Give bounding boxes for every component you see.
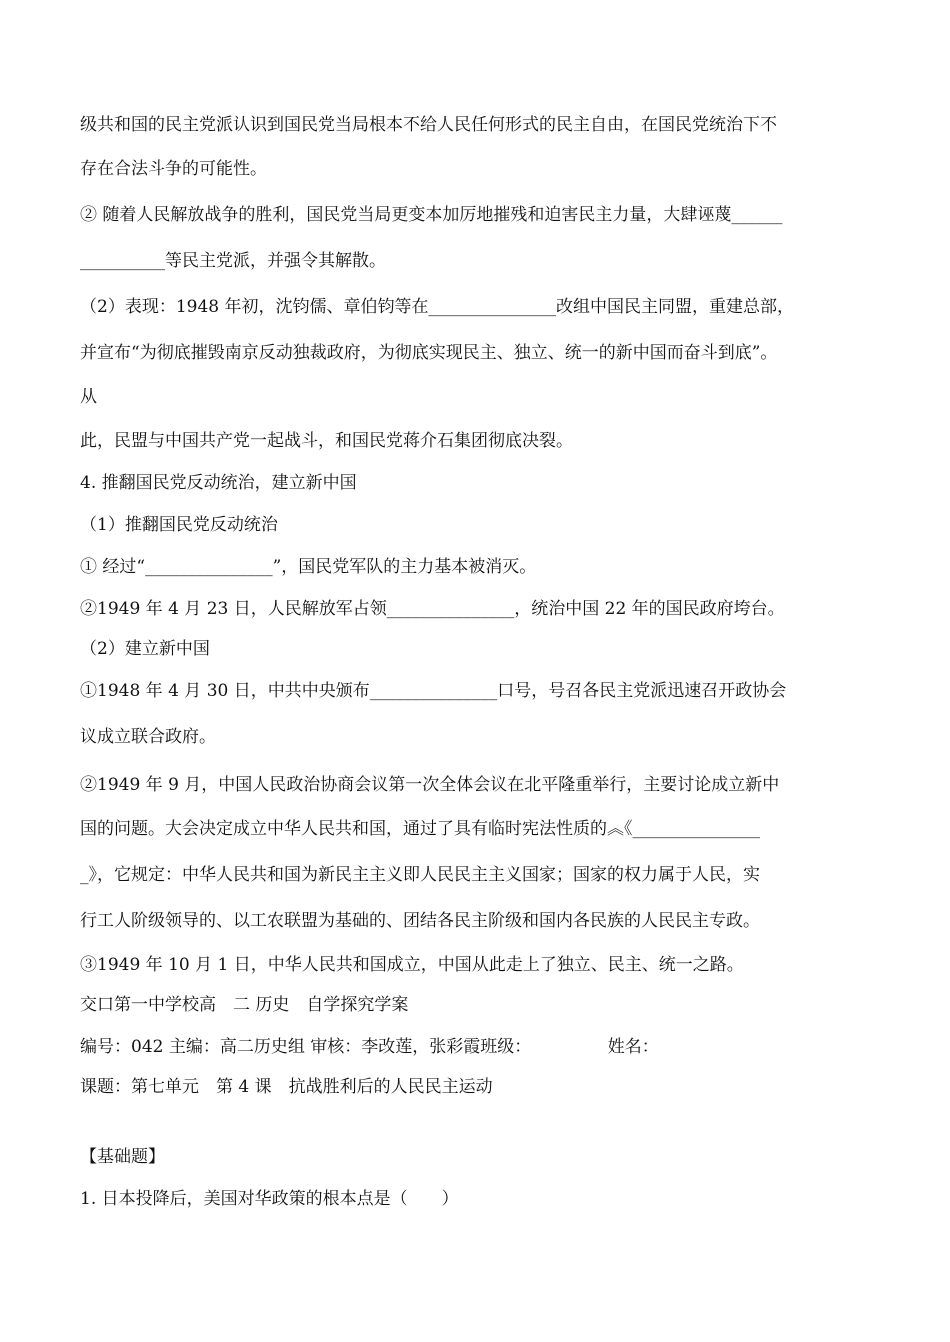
header-school: 交口第一中学校高 二 历史 自学探究学案 [80, 995, 409, 1015]
text-line: ② 随着人民解放战争的胜利，国民党当局更变本加厉地摧残和迫害民主力量，大肆诬蔑______ [80, 205, 783, 225]
lesson-title: 课题：第七单元 第 4 课 抗战胜利后的人民民主运动 [80, 1077, 493, 1097]
text-line: ① 经过“_______________”，国民党军队的主力基本被消灭。 [80, 557, 537, 577]
subsection-heading: （2）建立新中国 [80, 639, 210, 659]
text-line: 从 [80, 387, 97, 407]
text-line: ②1949 年 4 月 23 日，人民解放军占领_______________，统治中国 22 年的国民政府垮台。 [80, 599, 785, 619]
question-section-heading: 【基础题】 [80, 1147, 165, 1167]
text-line: 行工人阶级领导的、以工农联盟为基础的、团结各民主阶级和国内各民族的人民民主专政。 [80, 911, 760, 931]
text-line: ②1949 年 9 月，中国人民政治协商会议第一次全体会议在北平隆重举行，主要讨论成立新中 [80, 775, 780, 795]
question-text: 1. 日本投降后，美国对华政策的根本点是（ ） [80, 1189, 459, 1209]
text-line: ③1949 年 10 月 1 日，中华人民共和国成立，中国从此走上了独立、民主、统一之路。 [80, 955, 744, 975]
text-line: __________等民主党派，并强令其解散。 [80, 251, 386, 271]
text-line: 此，民盟与中国共产党一起战斗，和国民党蒋介石集团彻底决裂。 [80, 431, 573, 451]
text-line: （2）表现：1948 年初，沈钧儒、章伯钧等在_______________改组中国民主同盟，重建总部， [80, 297, 794, 317]
text-line: 存在合法斗争的可能性。 [80, 159, 267, 179]
text-line: ①1948 年 4 月 30 日，中共中央颁布_______________口号，号召各民主党派迅速召开政协会 [80, 681, 787, 701]
text-line: 并宣布“为彻底摧毁南京反动独裁政府，为彻底实现民主、独立、统一的新中国而奋斗到底”。 [80, 343, 778, 363]
section-heading: 4. 推翻国民党反动统治，建立新中国 [80, 473, 357, 493]
text-line: 国的问题。大会决定成立中华人民共和国，通过了具有临时宪法性质的︽《_______________ [80, 819, 760, 839]
text-line: _》，它规定：中华人民共和国为新民主主义即人民民主主义国家；国家的权力属于人民，实 [80, 865, 760, 885]
text-line: 级共和国的民主党派认识到国民党当局根本不给人民任何形式的民主自由，在国民党统治下不 [80, 115, 777, 135]
text-line: 议成立联合政府。 [80, 727, 216, 747]
header-meta: 编号：042 主编：高二历史组 审核：李改莲，张彩霞班级： 姓名： [80, 1037, 659, 1057]
subsection-heading: （1）推翻国民党反动统治 [80, 515, 278, 535]
